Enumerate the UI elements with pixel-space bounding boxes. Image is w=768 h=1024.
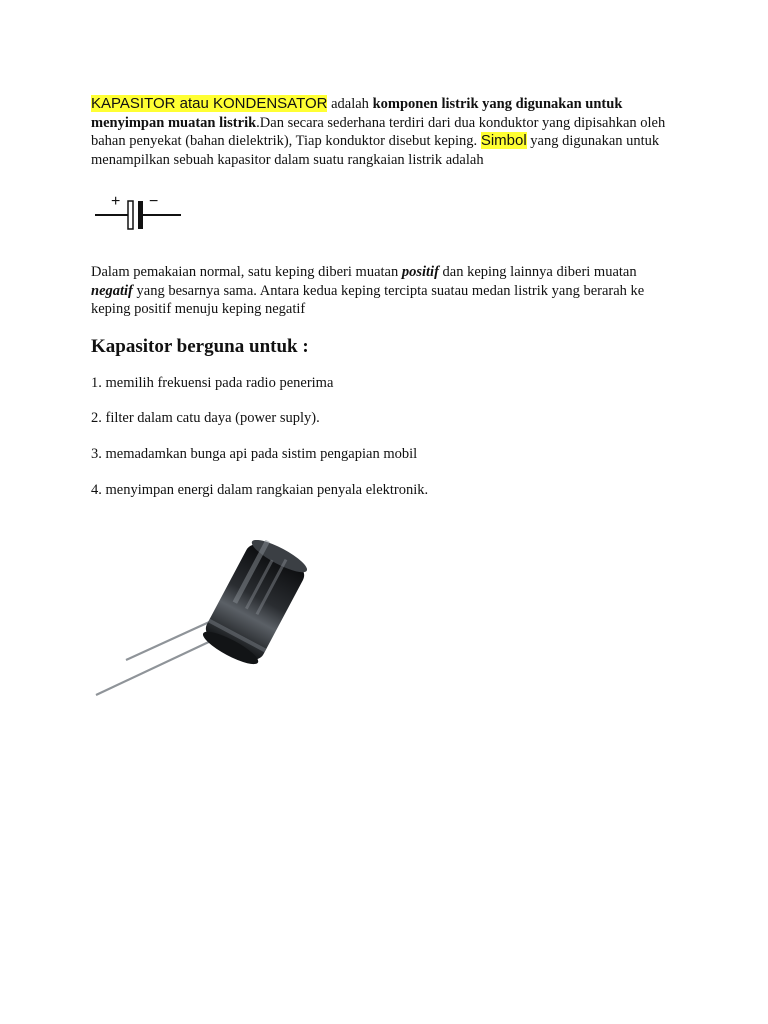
list-item: 4. menyimpan energi dalam rangkaian penyala elektronik.	[91, 482, 429, 498]
list-item: 3. memadamkan bunga api pada sistim pengapian mobil	[91, 446, 418, 462]
intro-text-1: adalah	[327, 96, 373, 112]
intro-paragraph	[91, 95, 681, 169]
plus-sign: +	[111, 193, 121, 210]
intro-text-3: yang digunakan untuk menampilkan sebuah kapasitor dalam suatu rangkaian listrik adalah	[91, 133, 660, 168]
capacitor-photo	[90, 540, 340, 710]
list-item: 1. memilih frekuensi pada radio penerima	[91, 375, 334, 391]
uses-heading: Kapasitor berguna untuk :	[91, 336, 309, 357]
positif-word: positif	[401, 264, 439, 280]
list-item: 2. filter dalam catu daya (power suply).	[91, 410, 320, 426]
polarity-paragraph	[91, 263, 681, 319]
capacitor-symbol-icon	[93, 192, 185, 234]
term-highlight: KAPASITOR atau KONDENSATOR	[91, 95, 328, 112]
polarity-text-2: dan keping lainnya diberi muatan	[438, 264, 637, 280]
polarity-text-1: Dalam pemakaian normal, satu keping diberi muatan	[91, 264, 402, 280]
symbol-word-highlight: Simbol	[480, 132, 527, 149]
polarity-text-3: yang besarnya sama. Antara kedua keping tercipta suatau medan listrik yang berarah ke keping positif menuju keping negatif	[91, 282, 645, 317]
definition-bold: komponen listrik yang digunakan untuk menyimpan muatan listrik	[91, 96, 623, 131]
intro-text-2: .Dan secara sederhana terdiri dari dua konduktor yang dipisahkan oleh bahan penyekat (bahan dielektrik), Tiap konduktor disebut keping.	[91, 114, 666, 149]
negatif-word: negatif	[91, 282, 133, 299]
capacitor-lead	[126, 618, 218, 660]
minus-sign: −	[149, 193, 159, 210]
